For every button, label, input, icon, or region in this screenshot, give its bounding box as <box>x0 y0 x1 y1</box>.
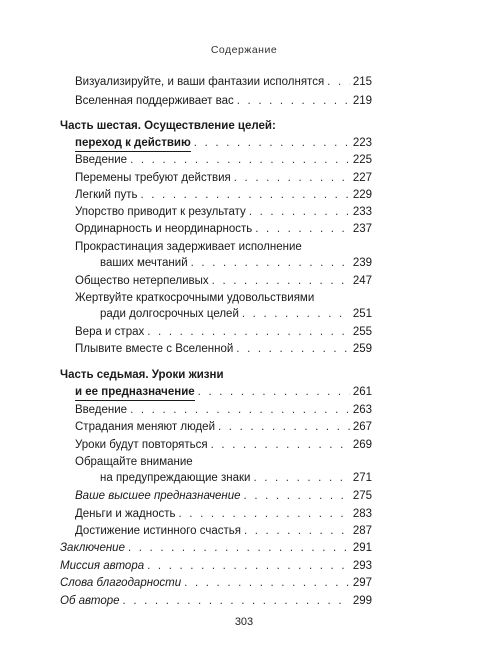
toc-entry-page: 247 <box>352 275 372 287</box>
toc-entry-page: 267 <box>352 421 372 433</box>
toc-entry-title: на предупреждающие знаки <box>100 472 251 484</box>
toc-entry-title: Визуализируйте, и ваши фантазии исполнятся <box>75 76 325 88</box>
toc-entry <box>75 94 372 109</box>
toc-entry-page: 223 <box>352 137 372 149</box>
toc-entry-page: 233 <box>352 206 372 218</box>
toc-entry-title: Легкий путь <box>75 189 138 201</box>
toc-entry-title: Миссия автора <box>60 560 145 572</box>
toc-entry-page: 229 <box>352 189 372 201</box>
toc-part-heading <box>60 368 372 383</box>
dot-leader <box>147 325 350 340</box>
toc-entry-page: 251 <box>352 308 372 320</box>
toc-entry-title: ради долгосрочных целей <box>100 308 239 320</box>
toc-part-heading <box>75 385 372 401</box>
toc-entry-page: 239 <box>352 257 372 269</box>
dot-leader <box>212 274 350 289</box>
toc-entry <box>75 438 372 453</box>
toc-entry-title: Прокрастинация задерживает исполнение <box>75 241 302 253</box>
toc-entry-page: 297 <box>352 577 372 589</box>
toc-part-heading <box>75 136 372 152</box>
toc-entry-title: Жертвуйте краткосрочными удовольствиями <box>75 292 315 304</box>
dot-leader <box>191 256 350 271</box>
toc-entry-title: Перемены требуют действия <box>75 172 231 184</box>
toc-entry <box>60 576 372 591</box>
toc-entry-page: 275 <box>352 490 372 502</box>
running-header: Содержание <box>210 44 278 56</box>
toc-entry-title: Общество нетерпеливых <box>75 275 209 287</box>
toc-entry-title: Вера и страх <box>75 326 145 338</box>
toc-entry-title: Деньги и жадность <box>75 508 176 520</box>
dot-leader <box>130 403 350 418</box>
toc-entry-page: 271 <box>352 472 372 484</box>
dot-leader <box>255 222 350 237</box>
toc-entry-title: Плывите вместе с Вселенной <box>75 343 234 355</box>
toc-entry <box>75 342 372 357</box>
toc-entry-page: 263 <box>352 404 372 416</box>
dot-leader <box>237 94 350 109</box>
toc-entry <box>75 274 372 289</box>
dot-leader <box>211 438 350 453</box>
toc-entry <box>75 403 372 418</box>
dot-leader <box>249 205 350 220</box>
toc-entry-title: Об авторе <box>60 595 120 607</box>
dot-leader <box>244 489 350 504</box>
toc-entry-page: 215 <box>352 76 372 88</box>
toc-entry-page: 261 <box>352 386 372 398</box>
toc-entry-continuation <box>100 307 372 322</box>
toc-entry-title: ваших мечтаний <box>100 257 188 269</box>
toc-entry-title: Страдания меняют людей <box>75 421 215 433</box>
toc-entry-title: Уроки будут повторяться <box>75 439 208 451</box>
toc-part-title: Часть седьмая. Уроки жизни <box>60 369 224 381</box>
toc-entry-title: Ваше высшее предназначение <box>75 490 241 502</box>
toc-entry-title: Ординарность и неординарность <box>75 223 253 235</box>
toc-entry <box>75 455 372 470</box>
toc-entry <box>75 222 372 237</box>
toc-entry-title: Обращайте внимание <box>75 456 193 468</box>
dot-leader <box>179 507 350 522</box>
toc-entry-page: 219 <box>352 95 372 107</box>
toc-part-title: Часть шестая. Осуществление целей: <box>60 120 276 132</box>
toc-entry-page: 259 <box>352 343 372 355</box>
toc-entry-page: 269 <box>352 439 372 451</box>
toc-entry <box>75 75 372 90</box>
dot-leader <box>130 153 350 168</box>
toc-entry-continuation <box>100 256 372 271</box>
toc-part-title: и ее предназначение <box>75 385 195 401</box>
toc-entry <box>75 240 372 255</box>
dot-leader <box>140 188 349 203</box>
toc-entry-page: 283 <box>352 508 372 520</box>
dot-leader <box>147 559 350 574</box>
toc-entry-title: Упорство приводит к результату <box>75 206 246 218</box>
toc-entry <box>75 420 372 435</box>
toc-entry <box>60 594 372 609</box>
dot-leader <box>198 385 350 400</box>
toc-entry-continuation <box>100 471 372 486</box>
dot-leader <box>236 342 350 357</box>
toc-entry-title: Вселенная поддерживает вас <box>75 95 234 107</box>
toc-entry-page: 227 <box>352 172 372 184</box>
toc-entry-title: Заключение <box>60 542 125 554</box>
dot-leader <box>194 136 350 151</box>
toc-part-title: переход к действию <box>75 136 191 152</box>
dot-leader <box>244 524 350 539</box>
dot-leader <box>218 420 350 435</box>
toc-entry <box>75 153 372 168</box>
toc-entry-title: Слова благодарности <box>60 577 182 589</box>
dot-leader <box>327 75 350 90</box>
toc-entry-title: Введение <box>75 404 128 416</box>
toc-entry-title: Введение <box>75 154 128 166</box>
toc-entry-page: 287 <box>352 525 372 537</box>
toc-entry <box>75 171 372 186</box>
toc-entry-page: 291 <box>352 542 372 554</box>
toc-entry <box>75 325 372 340</box>
dot-leader <box>128 541 350 556</box>
page-number: 303 <box>234 616 254 628</box>
toc-entry <box>75 524 372 539</box>
toc-entry <box>75 291 372 306</box>
toc-entry-page: 225 <box>352 154 372 166</box>
toc-entry-page: 299 <box>352 595 372 607</box>
toc-entry <box>75 205 372 220</box>
dot-leader <box>123 594 350 609</box>
toc-entry <box>75 507 372 522</box>
toc-entry-page: 255 <box>352 326 372 338</box>
dot-leader <box>253 471 349 486</box>
toc-entry <box>60 559 372 574</box>
toc-part-heading <box>60 119 372 134</box>
toc-entry <box>75 188 372 203</box>
dot-leader <box>234 171 350 186</box>
dot-leader <box>184 576 350 591</box>
toc-entry <box>75 489 372 504</box>
dot-leader <box>242 307 350 322</box>
toc-entry-page: 237 <box>352 223 372 235</box>
toc-entry-title: Достижение истинного счастья <box>75 525 241 537</box>
toc-entry <box>60 541 372 556</box>
toc-entry-page: 293 <box>352 560 372 572</box>
